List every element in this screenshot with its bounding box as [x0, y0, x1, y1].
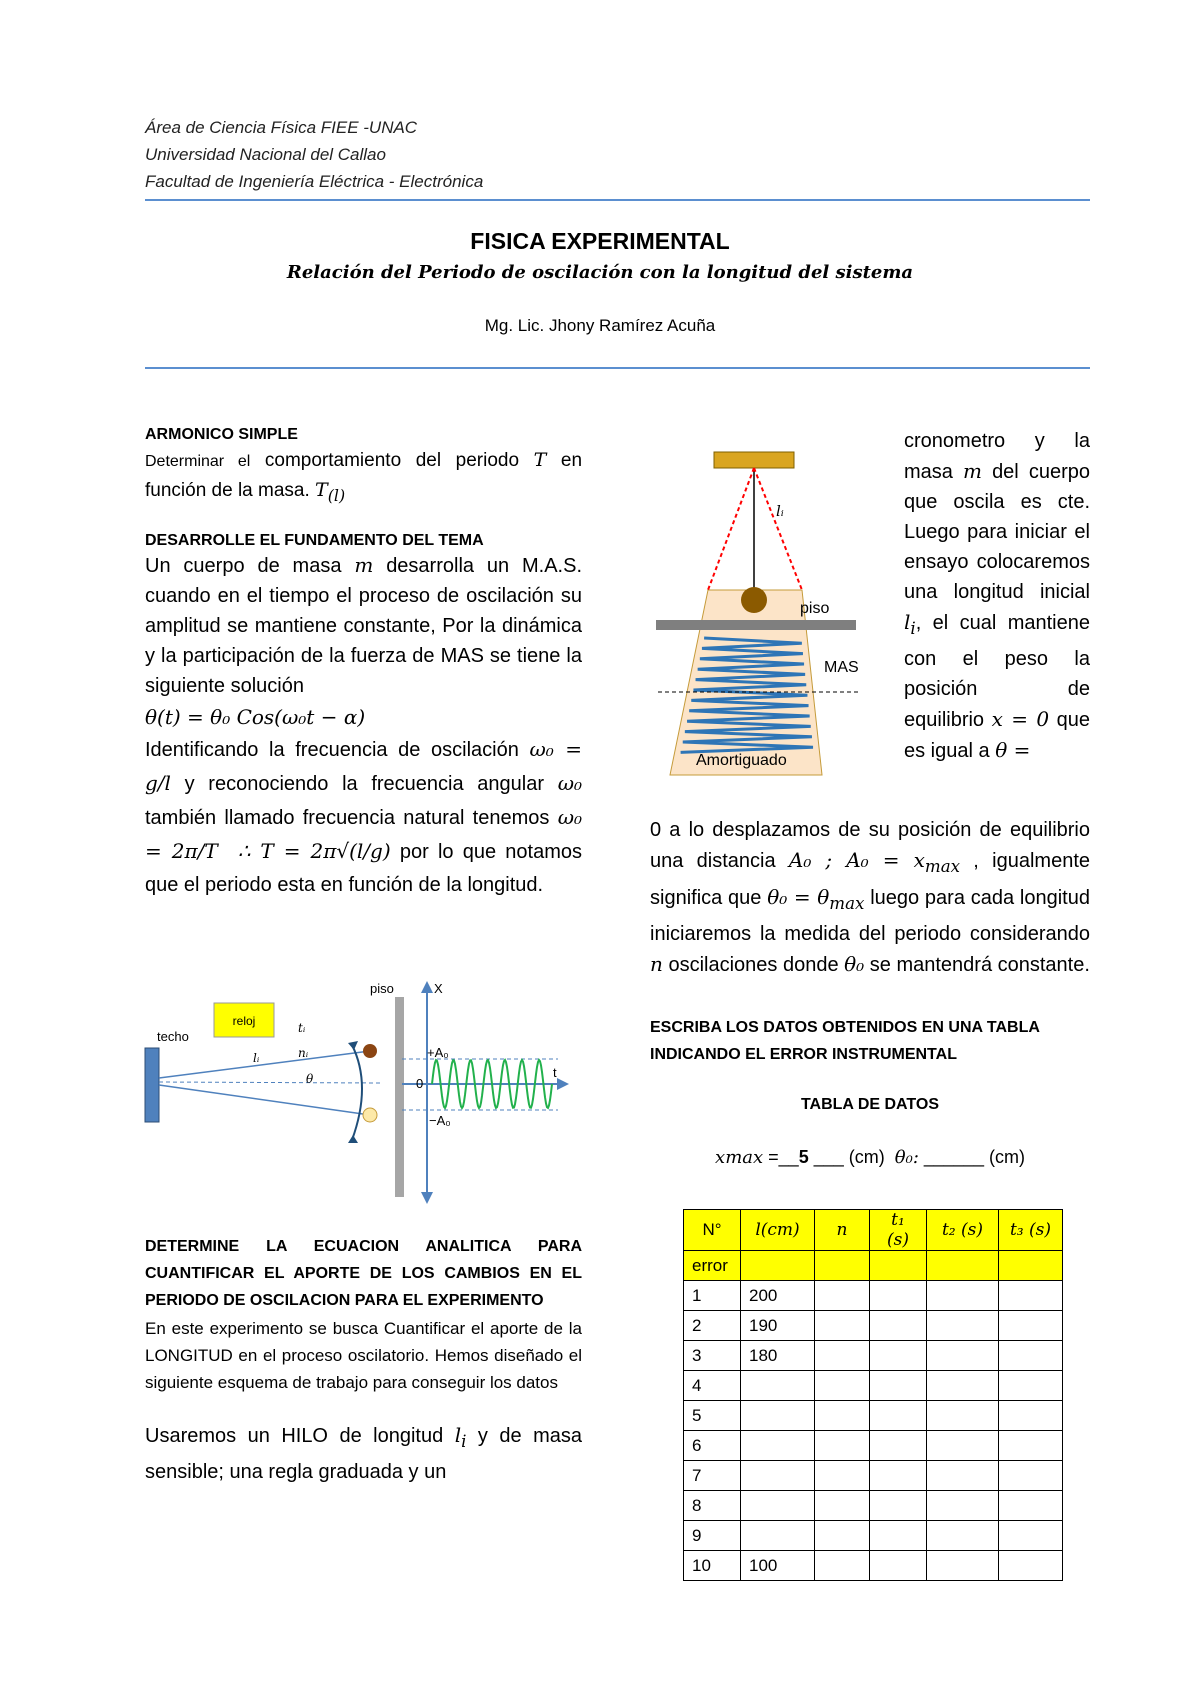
- li-label: lᵢ: [253, 1051, 260, 1065]
- data-cell[interactable]: [815, 1461, 870, 1491]
- section-fundamento-text-2: Identificando la frecuencia de oscilación ω₀ = g/l y reconociendo la frecuencia angular ω₀ también llamado frecuencia natural tenemos ω₀ = 2π/T ∴ T = 2π√(l/g) por lo que notamos que el periodo esta en función de la longitud.: [145, 736, 583, 896]
- bob-2: [741, 587, 767, 613]
- right-narrow-text: cronometro y la masa m del cuerpo que oscila es cte. Luego para iniciar el ensayo colocaremos una longitud inicial $l_i$, el cual mantiene con el peso la posición de equilibrio x = 0 que es igual a θ =: [904, 430, 1090, 762]
- length-cell: [741, 1491, 815, 1521]
- data-cell[interactable]: [870, 1551, 927, 1581]
- data-cell[interactable]: [815, 1371, 870, 1401]
- data-cell[interactable]: [999, 1401, 1063, 1431]
- table-row: [684, 1461, 1063, 1491]
- length-cell: 200: [741, 1281, 815, 1311]
- table-row: [684, 1311, 1063, 1341]
- table-row: [684, 1551, 1063, 1581]
- col-header: t₁ (s): [870, 1210, 927, 1251]
- row-number: 8: [684, 1491, 741, 1521]
- page-subtitle: Relación del Periodo de oscilación con la longitud del sistema: [286, 262, 914, 283]
- right-full-text: 0 a lo desplazamos de su posición de equilibrio una distancia A₀ ; $A_0 = x_{max}$ , igualmente significa que $\theta_0 = \theta_{max}$ luego para cada longitud iniciaremos la medida del periodo considerando n oscilaciones donde θ₀ se mantendrá constante.: [650, 819, 1090, 976]
- piso-label-2: piso: [800, 600, 830, 617]
- data-cell[interactable]: [927, 1281, 999, 1311]
- piso-label: piso: [370, 981, 394, 996]
- piso-bar: [656, 620, 856, 630]
- data-cell[interactable]: [999, 1431, 1063, 1461]
- col-header: l(cm): [741, 1210, 815, 1251]
- xmax-line: xmax =__5 ___ (cm) θ₀: ______ (cm): [715, 1147, 1025, 1168]
- swing-arc: [352, 1045, 362, 1140]
- data-cell[interactable]: [927, 1461, 999, 1491]
- piso-wall: [395, 997, 404, 1197]
- techo-block: [145, 1048, 159, 1122]
- section-ecuacion-title: DETERMINE LA ECUACION ANALITICA PARA CUANTIFICAR EL APORTE DE LOS CAMBIOS EN EL PERIODO DE OSCILACION PARA EL EXPERIMENTO: [145, 1238, 582, 1309]
- length-cell: [741, 1521, 815, 1551]
- row-number: 1: [684, 1281, 741, 1311]
- data-cell[interactable]: [927, 1341, 999, 1371]
- amort-label: Amortiguado: [696, 752, 787, 769]
- row-number: 2: [684, 1311, 741, 1341]
- row-number: 3: [684, 1341, 741, 1371]
- bob: [363, 1044, 377, 1058]
- length-cell: [741, 1461, 815, 1491]
- section-tabla-title: ESCRIBA LOS DATOS OBTENIDOS EN UNA TABLA INDICANDO EL ERROR INSTRUMENTAL: [650, 1019, 1040, 1063]
- ti-label: tᵢ: [298, 1021, 306, 1035]
- col-header: t₂ (s): [927, 1210, 999, 1251]
- string-rest: [159, 1085, 370, 1115]
- row-number: 9: [684, 1521, 741, 1551]
- theta-label: θ: [306, 1072, 314, 1086]
- data-cell[interactable]: [870, 1461, 927, 1491]
- data-cell[interactable]: [870, 1371, 927, 1401]
- author: Mg. Lic. Jhony Ramírez Acuña: [484, 316, 716, 335]
- wave-curve: [432, 1060, 552, 1108]
- support-bar: [714, 452, 794, 468]
- data-cell[interactable]: [815, 1341, 870, 1371]
- table-title: TABLA DE DATOS: [800, 1096, 940, 1113]
- col-header: n: [815, 1210, 870, 1251]
- data-cell[interactable]: [999, 1551, 1063, 1581]
- length-cell: 180: [741, 1341, 815, 1371]
- data-cell[interactable]: [815, 1551, 870, 1581]
- row-number: 6: [684, 1431, 741, 1461]
- data-cell[interactable]: [870, 1341, 927, 1371]
- data-cell[interactable]: [999, 1521, 1063, 1551]
- table-row: [684, 1521, 1063, 1551]
- reloj-label: reloj: [232, 1014, 256, 1028]
- bob-ghost: [363, 1108, 377, 1122]
- data-cell[interactable]: [999, 1491, 1063, 1521]
- data-cell[interactable]: [927, 1311, 999, 1341]
- title-rule: [145, 367, 1090, 369]
- ni-label: nᵢ: [298, 1046, 309, 1060]
- data-cell[interactable]: [999, 1281, 1063, 1311]
- data-cell[interactable]: [927, 1551, 999, 1581]
- data-cell[interactable]: [815, 1491, 870, 1521]
- section-fundamento-title: DESARROLLE EL FUNDAMENTO DEL TEMA: [145, 531, 484, 549]
- data-cell[interactable]: [927, 1431, 999, 1461]
- techo-label: techo: [157, 1029, 189, 1044]
- minusA-label: −A₀: [429, 1113, 451, 1128]
- header-line-2: Universidad Nacional del Callao: [145, 145, 386, 164]
- length-cell: 190: [741, 1311, 815, 1341]
- left-column: [145, 426, 582, 902]
- header-line-3: Facultad de Ingeniería Eléctrica - Electrónica: [145, 172, 484, 191]
- equation-1: θ(t) = θ₀ Cos(ω₀t − α): [145, 704, 366, 729]
- table-row: [684, 1371, 1063, 1401]
- data-cell[interactable]: [927, 1521, 999, 1551]
- section-ecuacion-text: En este experimento se busca Cuantificar el aporte de la LONGITUD en el proceso oscilatorio. Hemos diseñado el siguiente esquema de trabajo para conseguir los datos: [145, 1319, 582, 1392]
- string-displaced: [159, 1051, 370, 1078]
- section-fundamento-text: Un cuerpo de masa m desarrolla un M.A.S. cuando en el tiempo el proceso de oscilación su amplitud se mantiene constante, Por la dinámica y la participación de la fuerza de MAS se tiene la siguiente solución: [145, 552, 582, 697]
- equilibrium-line: [159, 1082, 380, 1083]
- row-number: 10: [684, 1551, 741, 1581]
- length-cell: [741, 1401, 815, 1431]
- error-label: error: [684, 1251, 741, 1281]
- data-cell[interactable]: [870, 1431, 927, 1461]
- section-armonico-text: Determinar el comportamiento del periodo T en función de la masa. $T_{(l)}$: [145, 449, 583, 505]
- col-header: N°: [684, 1210, 741, 1251]
- header-rule: [145, 199, 1090, 201]
- row-number: 4: [684, 1371, 741, 1401]
- row-number: 5: [684, 1401, 741, 1431]
- data-cell[interactable]: [927, 1371, 999, 1401]
- data-cell[interactable]: [870, 1311, 927, 1341]
- li-label-2: lᵢ: [776, 502, 784, 520]
- x-label: X: [434, 981, 443, 996]
- data-cell[interactable]: [999, 1341, 1063, 1371]
- zero-label: 0: [416, 1076, 424, 1091]
- section-hilo-text: Usaremos un HILO de longitud $l_i$ y de masa sensible; una regla graduada y un: [145, 1423, 582, 1483]
- data-cell[interactable]: [870, 1491, 927, 1521]
- pendulum-diagram: [140, 975, 590, 1205]
- left-column-lower: [145, 1233, 582, 1487]
- table-row: [684, 1341, 1063, 1371]
- data-cell[interactable]: [870, 1281, 927, 1311]
- data-cell[interactable]: [999, 1461, 1063, 1491]
- plusA-label: +A₀: [427, 1045, 449, 1060]
- data-cell[interactable]: [815, 1311, 870, 1341]
- col-header: t₃ (s): [999, 1210, 1063, 1251]
- row-number: 7: [684, 1461, 741, 1491]
- data-cell[interactable]: [999, 1311, 1063, 1341]
- length-cell: [741, 1431, 815, 1461]
- data-cell[interactable]: [927, 1491, 999, 1521]
- table-row: [684, 1491, 1063, 1521]
- length-cell: 100: [741, 1551, 815, 1581]
- trapezoid-diagram: [650, 440, 875, 785]
- table-row: [684, 1401, 1063, 1431]
- section-armonico-title: ARMONICO SIMPLE: [145, 426, 298, 443]
- mas-label: MAS: [824, 659, 859, 676]
- data-cell[interactable]: [870, 1401, 927, 1431]
- data-cell[interactable]: [815, 1431, 870, 1461]
- t-label: t: [553, 1065, 557, 1080]
- data-cell[interactable]: [815, 1281, 870, 1311]
- table-row: [684, 1431, 1063, 1461]
- header-line-1: Área de Ciencia Física FIEE -UNAC: [145, 118, 418, 137]
- data-table: [683, 1209, 1063, 1581]
- data-cell[interactable]: [927, 1401, 999, 1431]
- length-cell: [741, 1371, 815, 1401]
- table-error-row: [684, 1251, 1063, 1281]
- data-cell[interactable]: [870, 1521, 927, 1551]
- table-header-row: [684, 1210, 1063, 1251]
- table-row: [684, 1281, 1063, 1311]
- page-title: FISICA EXPERIMENTAL: [470, 228, 730, 254]
- data-cell[interactable]: [815, 1521, 870, 1551]
- data-cell[interactable]: [999, 1371, 1063, 1401]
- data-cell[interactable]: [815, 1401, 870, 1431]
